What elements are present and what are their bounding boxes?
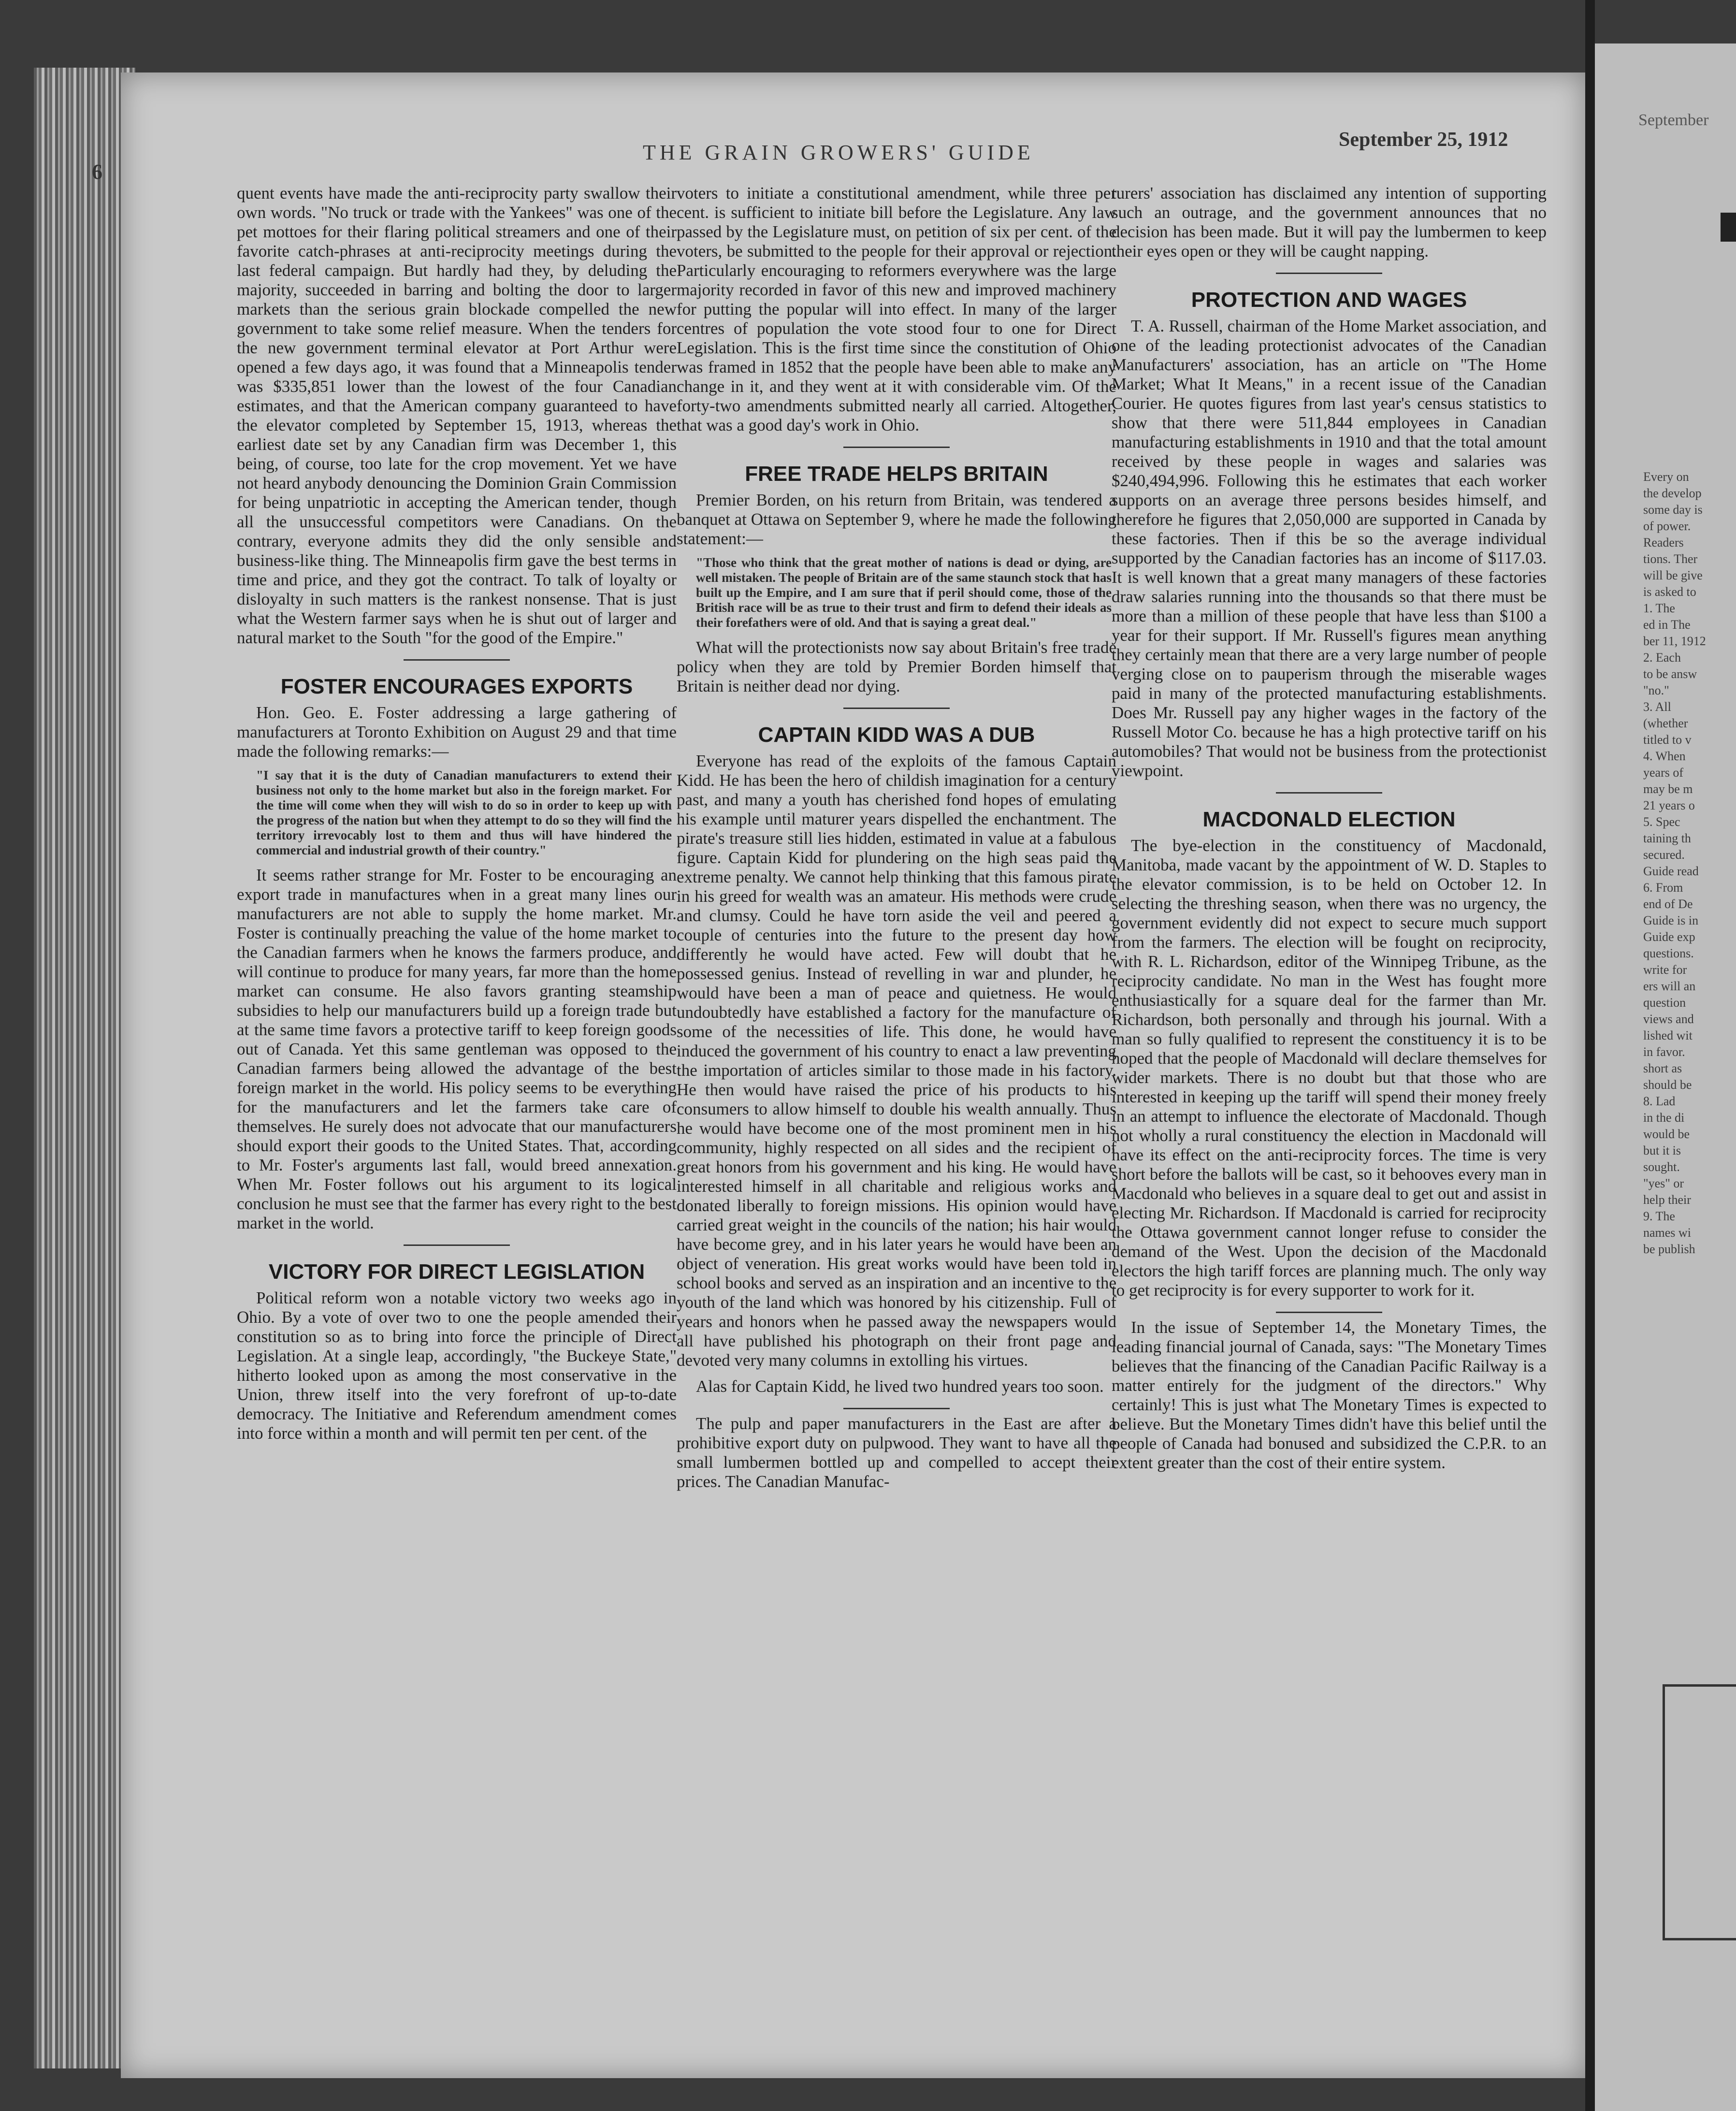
headline-kidd: CAPTAIN KIDD WAS A DUB [758,723,1035,747]
col1-intro: quent events have made the anti-reciprocity party swallow their own words. "No truck or trade with the Yankees" was one of the pet mottoes for their flaring political streamers and one of their favorite catch-phrases at anti-reciprocity meetings during the last federal campaign. But hardly had they, by deluding the majority, succeeded in barring and bolting the door to larger markets than the serious grain blockade compelled the new government to take some relief measure. When the tenders for the new government terminal elevator at Port Arthur were opened a few days ago, it was found that a Minneapolis tender was $335,851 lower than the lowest of the four Canadian estimates, and that the American company guaranteed to have the elevator completed by September 15, 1913, whereas the earliest date set by any Canadian firm was December 1, this being, of course, too late for the crop movement. Yet we have not heard anybody denouncing the Dominion Grain Commission for being unpatriotic in accepting the American tender, though all the unsuccessful competitors were Canadians. On the contrary, everyone admits they did the only sensible and business-like thing. The Minneapolis firm gave the best terms in time and price, and they got the contract. To talk of loyalty or disloyalty in such matters is the rankest nonsense. That is just what the Western farmer says when he is shut out of larger and natural market to the South "for the good of the Empire." [237,184,677,647]
col2-intro: voters to initiate a constitutional amendment, while three per cent. is sufficient to initiate bill before the Legislature. Any law passed by the Legislature must, on petition of six per cent. of the voters, be submitted to the people for their approval or rejection. Particularly encouraging to reformers everywhere was the large majority recorded in favor of this new and improved machinery for putting the popular will into effect. In many of the larger centres of population the vote stood four to one for Direct Legislation. This is the first time since the constitution of Ohio was framed in 1852 that the people have been able to make any change in it, and they went at it with considerable vim. Of the forty-two amendments submitted nearly all carried. Altogether, that was a good day's work in Ohio. [677,184,1116,434]
adjacent-page-fragment: Every on [1643,470,1689,484]
headline-protection: PROTECTION AND WAGES [1191,288,1467,312]
headline-free-trade: FREE TRADE HELPS BRITAIN [745,462,1048,486]
macdonald-body: The bye-election in the constituency of Macdonald, Manitoba, made vacant by the appointment of W. D. Staples to the elevator commission, is to be held on October 12. In selecting the threshing season, when there was no urgency, the government evidently did not expect to secure much support from the farmers. The election will be fought on reciprocity, with R. L. Richardson, editor of the Winnipeg Tribune, as the reciprocity candidate. No man in the West has fought more enthusiastically for a square deal for the farmer than Mr. Richardson, both personally and through his journal. With a man so fully qualified to represent the constituency it is to be hoped that the people of Macdonald will declare themselves for wider markets. There is no doubt but that those who are interested in keeping up the tariff will spend their money freely in an attempt to influence the electorate of Macdonald. Though not wholly a rural constituency the election in Macdonald will have its effect on the anti-reciprocity forces. The time is very short before the ballots will be cast, so it behooves every man in Macdonald who believes in a square deal to get out and assist in electing Mr. Richardson. If Macdonald is carried for reciprocity the Ottawa government cannot longer refuse to consider the demand of the West. Upon the decision of the Macdonald electors the high tariff forces are planning much. The only way to get reciprocity is for every supporter to work for it. [1112,836,1547,1300]
divider [404,1244,510,1246]
issue-date: September 25, 1912 [1339,129,1508,151]
foster-body: It seems rather strange for Mr. Foster to be encouraging an export trade in manufactures when in a great many lines our manufacturers are not able to supply the home market. Mr. Foster is continually preaching the value of the home market to the Canadian farmers when he knows the farmers produce, and will continue to produce for many years, far more than the home market can consume. He also favors granting steamship subsidies to help our manufacturers build up a foreign trade but at the same time favors a protective tariff to keep foreign goods out of Canada. Yet this same gentleman was opposed to the Canadian farmers being allowed the advantage of the best foreign market in the world. His policy seems to be everything for the manufacturers and let the farmers take care of themselves. He surely does not advocate that our manufacturers should export their goods to the United States. That, according to Mr. Foster's arguments last fall, would breed annexation. When Mr. Foster follows out his argument to its logical conclusion he must see that the farmer has every right to the best market in the world. [237,866,677,1232]
adjacent-page-fragment: 1. The [1643,601,1675,615]
kidd-body: Everyone has read of the exploits of the famous Captain Kidd. He has been the hero of childish imagination for a century past, and many a youth has cherished fond hopes of emulating his example until maturer years dispelled the enchantment. The pirate's treasure still lies hidden, estimated in value at a fabulous figure. Captain Kidd for plundering on the high seas paid the extreme penalty. We cannot help thinking that this famous pirate in his greed for wealth was an amateur. His methods were crude and clumsy. Could he have torn aside the veil and peered a couple of centuries into the future to the present day how differently he would have acted. Few will doubt that he possessed genius. Instead of revelling in war and plunder, he would have been a man of peace and quietness. He would undoubtedly have established a factory for the manufacture of some of the necessities of life. This done, he would have induced the government of his country to enact a law preventing the importation of articles similar to those made in his factory. He then would have raised the price of his products to his consumers to allow himself to double his wealth annually. Thus he would have become one of the most prominent men in his community, highly respected on all sides and the recipient of great honors from his government and his king. He would have interested himself in all charitable and religious works and donated liberally to foreign missions. His opinion would have carried great weight in the councils of the nation; his hair would have become grey, and in his later years he would have been an object of veneration. His great works would have been told in school books and served as an inspiration and an incentive to the youth of the land which was honored by his citizenship. Full of years and honors when he passed away the newspapers would all have published his photograph on their front page and devoted very many columns in extolling his virtues. [677,752,1116,1370]
adjacent-page-fragment: to be answ [1643,667,1697,681]
headline-macdonald: MACDONALD ELECTION [1202,808,1456,831]
adjacent-page-fragment: in favor. [1643,1045,1685,1059]
adjacent-page-fragment: questions. [1643,946,1694,960]
divider [1276,792,1382,794]
adjacent-page-fragment: short as [1643,1061,1682,1075]
adjacent-page-fragment: years of [1643,766,1684,780]
adjacent-page-fragment: 4. When [1643,749,1686,763]
adjacent-page-fragment: 5. Spec [1643,815,1680,829]
adjacent-page-fragment: 21 years o [1643,798,1695,812]
adjacent-page-fragment: 6. From [1643,881,1683,895]
adjacent-page-fragment: 2. Each [1643,651,1681,665]
victory-body: Political reform won a notable victory two weeks ago in Ohio. By a vote of over two to one the people amended their constitution so as to bring into force the principle of Direct Legislation. At a single leap, accordingly, "the Buckeye State," hitherto looked upon as among the most conservative in the Union, threw itself into the very forefront of up-to-date democracy. The Initiative and Referendum amendment comes into force within a month and will permit ten per cent. of the [237,1288,677,1443]
divider [843,708,950,709]
adjacent-page-black-mark [1721,213,1736,242]
adjacent-page-fragment: in the di [1643,1111,1685,1125]
foster-quote: "I say that it is the duty of Canadian manufacturers to extend their business not only to the home market but also in the foreign market. For the time will come when they will wish to do so in order to keep up with the progress of the nation but when they attempt to do so they will find the territory irrevocably lost to them and thus will have hindered the commercial and industrial growth of their country." [256,768,672,857]
adjacent-page-fragment: views and [1643,1012,1694,1026]
column-1 [237,184,677,1450]
adjacent-page-fragment: is asked to [1643,585,1696,599]
adjacent-page-fragment: lished wit [1643,1028,1693,1042]
adjacent-page-fragment: ed in The [1643,618,1691,632]
foster-lead: Hon. Geo. E. Foster addressing a large gathering of manufacturers at Toronto Exhibition on August 29 and that time made the following remarks:— [237,703,677,761]
headline-victory: VICTORY FOR DIRECT LEGISLATION [268,1260,645,1284]
adjacent-page-fragment: of power. [1643,519,1691,533]
adjacent-page-fragment: should be [1643,1078,1692,1092]
adjacent-page-fragment: Readers [1643,535,1684,549]
divider [404,659,510,661]
adjacent-page-fragment: but it is [1643,1143,1681,1157]
page-edge-stack [34,68,135,2068]
adjacent-page-fragment: ber 11, 1912 [1643,634,1706,648]
adjacent-page-fragment: write for [1643,963,1687,977]
adjacent-page-fragment: some day is [1643,503,1703,517]
adjacent-page-fragment: taining th [1643,831,1691,845]
protection-body: T. A. Russell, chairman of the Home Market association, and one of the leading protectionist advocates of the Canadian Manufacturers' association, has an article on "The Home Market; What It Means," in a recent issue of the Canadian Courier. He quotes figures from last year's census statistics to show that there were 511,844 employees in Canadian manufacturing establishments in 1910 and that the total amount received by these people in wages and salaries was $240,494,996. Following this he estimates that each worker supports on an average three persons besides himself, and therefore he figures that 2,050,000 are supported in Canada by these factories. Then if this be so the average individual supported by the Canadian factories has an income of $117.03. It is well known that a great many managers of these factories draw salaries running into the thousands so that there must be more than a million of these people that have less than $100 a year for their support. If Mr. Russell's figures mean anything they certainly mean that there are a very large number of people verging close on to pauperism through the miserable wages paid in many of the protected manufacturing establishments. Does Mr. Russell pay any higher wages in the factory of the Russell Motor Co. because he has a high protective tariff on his automobiles? That would not be business from the protectionist viewpoint. [1112,317,1547,780]
headline-foster: FOSTER ENCOURAGES EXPORTS [280,675,633,698]
divider [1276,273,1382,274]
pulp-paragraph: The pulp and paper manufacturers in the East are after a prohibitive export duty on pulpwood. They want to have all the small lumbermen bottled up and compelled to accept their prices. The Canadian Manufac- [677,1414,1116,1491]
adjacent-page-fragment: (whether [1643,716,1688,730]
adjacent-page-fragment: 8. Lad [1643,1094,1676,1108]
column-2 [677,184,1116,1498]
adjacent-page-fragment: sought. [1643,1160,1680,1174]
adjacent-page-fragment: end of De [1643,897,1693,911]
masthead: THE GRAIN GROWERS' GUIDE [643,141,1034,164]
page-number: 6 [92,160,102,184]
adjacent-page-fragment: the develop [1643,486,1702,500]
kidd-closing: Alas for Captain Kidd, he lived two hundred years too soon. [696,1377,1104,1396]
monetary-paragraph: In the issue of September 14, the Monetary Times, the leading financial journal of Canada, says: "The Monetary Times believes that the financing of the Canadian Pacific Railway is a matter entirely for the judgment of the directors." Why certainly! This is just what The Monetary Times is expected to believe. But the Monetary Times didn't have this belief until the people of Canada had bonused and subsidized the C.P.R. to an extent greater than the cost of their entire system. [1112,1318,1547,1472]
column-3 [1112,184,1547,1479]
adjacent-page-fragment: will be give [1643,568,1703,582]
adjacent-page-fragment: tions. Ther [1643,552,1698,566]
adjacent-page-fragment: question [1643,996,1686,1010]
adjacent-page-fragment: may be m [1643,782,1693,796]
adjacent-page-fragment: Guide read [1643,864,1699,878]
adjacent-page-fragment: secured. [1643,848,1685,862]
adjacent-page-fragment: "yes" or [1643,1176,1684,1190]
adjacent-page-fragment: 3. All [1643,700,1671,714]
adjacent-page-fragment: be publish [1643,1242,1695,1256]
adjacent-page-fragment: titled to v [1643,733,1692,747]
binding-gutter [1585,0,1595,2111]
divider [843,1408,950,1409]
adjacent-page-box [1663,1684,1736,1940]
adjacent-page [1595,43,1736,2111]
adjacent-page-text [1643,469,1706,1258]
divider [843,447,950,448]
adjacent-page-header: September [1638,111,1709,129]
adjacent-page-fragment: help their [1643,1193,1691,1207]
divider [1276,1312,1382,1313]
free-trade-body: What will the protectionists now say about Britain's free trade policy when they are told by Premier Borden himself that Britain is neither dead nor dying. [677,638,1116,695]
adjacent-page-fragment: names wi [1643,1226,1691,1240]
free-trade-quote: "Those who think that the great mother of nations is dead or dying, are well mistaken. The people of Britain are of the same staunch stock that has built up the Empire, and I am sure that if peril should come, those of the British race will be as true to their trust and firm to defend their ideals as their forefathers were of old. And that is saying a great deal." [696,555,1112,630]
adjacent-page-fragment: 9. The [1643,1209,1675,1223]
free-trade-lead: Premier Borden, on his return from Britain, was tendered a banquet at Ottawa on September 9, where he made the following statement:— [677,491,1116,548]
adjacent-page-fragment: would be [1643,1127,1690,1141]
adjacent-page-fragment: ers will an [1643,979,1696,993]
adjacent-page-fragment: "no." [1643,683,1669,697]
col3-intro: turers' association has disclaimed any intention of supporting such an outrage, and the government announces that no decision has been made. But it will pay the lumbermen to keep their eyes open or they will be caught napping. [1112,184,1547,260]
adjacent-page-fragment: Guide exp [1643,930,1695,944]
adjacent-page-fragment: Guide is in [1643,913,1699,927]
